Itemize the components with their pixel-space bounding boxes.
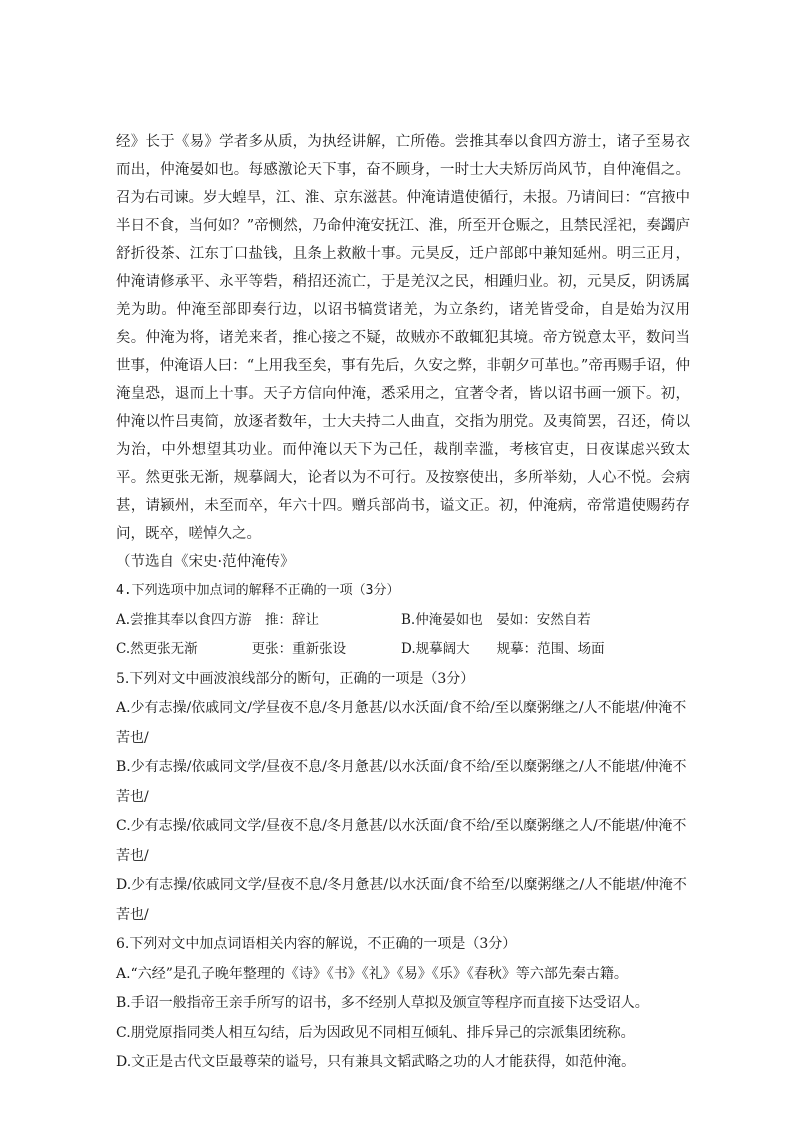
question-6-option-d: D.文正是古代文臣最尊荣的谥号，只有兼具文韬武略之功的人才能获得，如范仲淹。	[116, 1054, 636, 1070]
passage-source: （节选自《宋史·范仲淹传》	[116, 554, 295, 570]
question-4-option-c: C.然更张无渐 更张：重新张设	[116, 641, 347, 657]
question-5-option-c: C.少有志操/依戚同文学/昼夜不息/冬月惫甚/以水沃面/食不给/至以糜粥继之人/不能堪/仲淹不苦也/	[116, 818, 687, 864]
question-5-stem: 5.下列对文中画波浪线部分的断句，正确的一项是（3分）	[116, 670, 475, 687]
question-4-option-a: A.尝推其奉以食四方游 推：辞让	[116, 611, 320, 628]
question-4-option-d: D.规摹阔大 规摹：范围、场面	[401, 641, 605, 657]
question-4-options-row-1	[116, 606, 690, 636]
question-5-option-d: D.少有志操/依戚同文学/昼夜不息/冬月惫甚/以水沃面/食不给至/以糜粥继之/人不能堪/仲淹不苦也/	[116, 877, 687, 923]
question-5-option-b: B.少有志操/依戚同文学/昼夜不息/冬月惫甚/以水沃面/食不给/至以糜粥继之/人不能堪/仲淹不苦也/	[116, 759, 687, 805]
document-page	[116, 128, 690, 1078]
question-4-stem: 4.下列选项中加点词的解释不正确的一项（3分）	[116, 583, 400, 598]
reading-passage	[116, 128, 690, 576]
question-6-option-b: B.手诏一般指帝王亲手所写的诏书，多不经别人草拟及颁宣等程序而直接下达受诏人。	[116, 995, 649, 1011]
question-4-options-row-2	[116, 635, 690, 665]
question-5-option-a: A.少有志操/依戚同文/学昼夜不息/冬月惫甚/以水沃面/食不给/至以糜粥继之/人不能堪/仲淹不苦也/	[116, 700, 687, 746]
question-5	[116, 665, 690, 931]
question-6-option-c: C.朋党原指同类人相互勾结，后为因政见不同相互倾轧、排斥异己的宗派集团统称。	[116, 1024, 635, 1041]
question-6-stem: 6.下列对文中加点词语相关内容的解说，不正确的一项是（3分）	[116, 936, 517, 952]
question-4-option-b: B.仲淹晏如也 晏如：安然自若	[401, 611, 591, 628]
question-4	[116, 576, 690, 665]
question-6	[116, 930, 690, 1078]
passage-paragraph: 经》长于《易》学者多从质，为执经讲解，亡所倦。尝推其奉以食四方游士，诸子至易衣而出，仲淹晏如也。每感激论天下事，奋不顾身，一时士大夫矫厉尚风节，自仲淹倡之。召为右司谏。岁大蝗旱，江、淮、京东滋甚。仲淹请遣使循行，未报。乃请间曰：“宫掖中半日不食，当何如？”帝恻然，乃命仲淹安抚江、淮，所至开仓赈之，且禁民淫祀，奏蠲庐舒折役茶、江东丁口盐钱，且条上救敝十事。元昊反，迁户部郎中兼知延州。明三正月，仲淹请修承平、永平等砦，稍招还流亡，于是羌汉之民，相踵归业。初，元昊反，阴诱属羌为助。仲淹至部即奏行边，以诏书犒赏诸羌，为立条约，诸羌皆受命，自是始为汉用矣。仲淹为将，诸羌来者，推心接之不疑，故贼亦不敢辄犯其境。帝方锐意太平，数问当世事，仲淹语人曰：“上用我至矣，事有先后，久安之弊，非朝夕可革也。”帝再赐手诏，仲淹皇恐，退而上十事。天子方信向仲淹，悉采用之，宜著令者，皆以诏书画一颁下。初，仲淹以忤吕夷简，放逐者数年，士大夫持二人曲直，交指为朋党。及夷简罢，召还，倚以为治，中外想望其功业。而仲淹以天下为己任，裁削幸滥，考核官吏，日夜谋虑兴致太平。然更张无渐，规摹阔大，论者以为不可行。及按察使出，多所举劾，人心不悦。会病甚，请颍州，未至而卒，年六十四。赠兵部尚书，谥文正。初，仲淹病，帝常遣使赐药存问，既卒，嗟悼久之。	[116, 134, 690, 542]
question-6-option-a: A.“六经”是孔子晚年整理的《诗》《书》《礼》《易》《乐》《春秋》等六部先秦古籍。	[116, 965, 628, 982]
